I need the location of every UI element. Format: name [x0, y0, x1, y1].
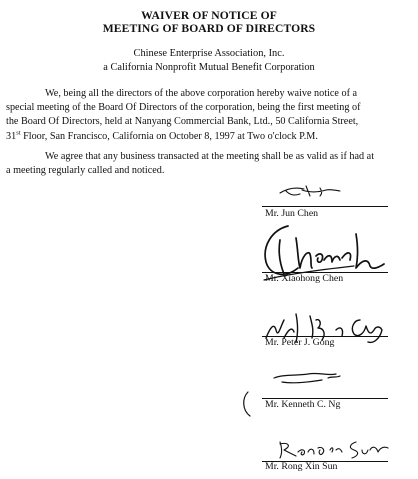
document-title-line1: WAIVER OF NOTICE OF [141, 9, 277, 22]
paragraph-line [6, 130, 410, 144]
paragraph-line-rest: Floor, San Francisco, California on October 8, 1997 at Two o'clock P.M. [20, 130, 318, 142]
paragraph-line: special meeting of the Board Of Directors of the corporation, being the first meeting of [6, 102, 361, 114]
signer-name-kenneth-ng: Mr. Kenneth C. Ng [265, 399, 341, 410]
paragraph-line: a meeting regularly called and noticed. [6, 165, 165, 177]
organization-type: a California Nonprofit Mutual Benefit Corporation [103, 62, 315, 73]
organization-name: Chinese Enterprise Association, Inc. [133, 48, 285, 59]
paragraph-line: We agree that any business transacted at the meeting shall be as valid as if had at [45, 151, 375, 162]
signature-kenneth-ng [238, 362, 388, 422]
signature-jun-chen [276, 182, 346, 202]
waiver-paragraph [6, 87, 410, 144]
signer-name-rong-xin-sun: Mr. Rong Xin Sun [265, 461, 338, 472]
floor-ordinal: st [16, 129, 21, 137]
floor-number: 31 [6, 130, 17, 142]
agreement-paragraph [6, 150, 410, 178]
signature-rong-xin-sun [274, 438, 394, 462]
signature-line [262, 206, 388, 207]
signer-name-peter-gong: Mr. Peter J. Gong [265, 337, 335, 348]
signer-name-xiaohong-chen: Mr. Xiaohong Chen [265, 273, 344, 284]
paragraph-line: the Board Of Directors, held at Nanyang Commercial Bank, Ltd., 50 California Street, [6, 116, 359, 128]
document-title-line2: MEETING OF BOARD OF DIRECTORS [102, 22, 316, 35]
paragraph-line: We, being all the directors of the above corporation hereby waive notice of a [45, 88, 358, 99]
signer-name-jun-chen: Mr. Jun Chen [265, 208, 319, 219]
